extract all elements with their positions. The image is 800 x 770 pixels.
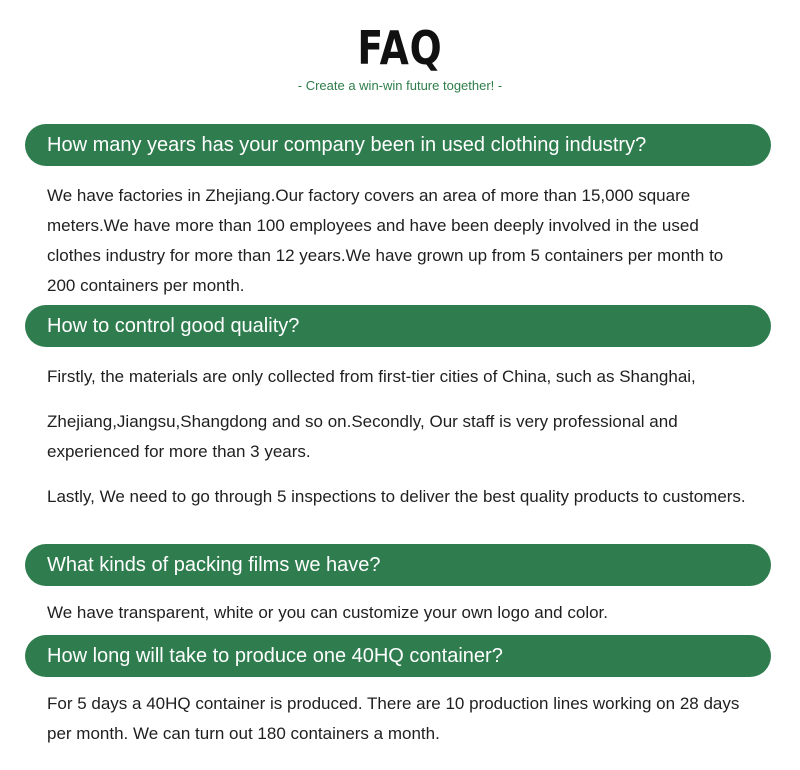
faq-question-text: How to control good quality? [47,315,300,337]
faq-question-text: What kinds of packing films we have? [47,554,381,576]
faq-item-1 [25,124,771,301]
page-title: FAQ [357,21,443,75]
faq-answer-paragraph: We have transparent, white or you can customize your own logo and color. [47,603,608,622]
faq-answer [25,166,771,301]
faq-answer [25,677,771,749]
faq-question-text: How long will take to produce one 40HQ container? [47,645,503,667]
faq-answer-paragraph: We have factories in Zhejiang.Our factory covers an area of more than 15,000 square meters.We have more than 100 employees and have been deeply involved in the used clothes industry for more than 12 years.We have grown up from 5 containers per month to 200 containers per month. [47,186,724,295]
faq-answer-paragraph: Zhejiang,Jiangsu,Shangdong and so on.Secondly, Our staff is very professional and experienced for more than 3 years. [47,412,678,461]
faq-question-bar [25,635,771,677]
faq-question-bar [25,124,771,166]
faq-item-4 [25,635,771,749]
faq-answer [25,347,771,512]
faq-item-3 [25,544,771,628]
faq-question-bar [25,544,771,586]
faq-question-text: How many years has your company been in used clothing industry? [47,134,647,156]
page-header [0,22,800,94]
faq-answer-paragraph: Lastly, We need to go through 5 inspections to deliver the best quality products to customers. [47,487,746,506]
faq-question-bar [25,305,771,347]
faq-answer-paragraph: Firstly, the materials are only collected from first-tier cities of China, such as Shanghai, [47,367,696,386]
faq-answer [25,586,771,628]
page-subtitle: - Create a win-win future together! - [297,78,503,93]
faq-item-2 [25,305,771,512]
faq-answer-paragraph: For 5 days a 40HQ container is produced. There are 10 production lines working on 28 days per month. We can turn out 180 containers a month. [47,694,740,743]
